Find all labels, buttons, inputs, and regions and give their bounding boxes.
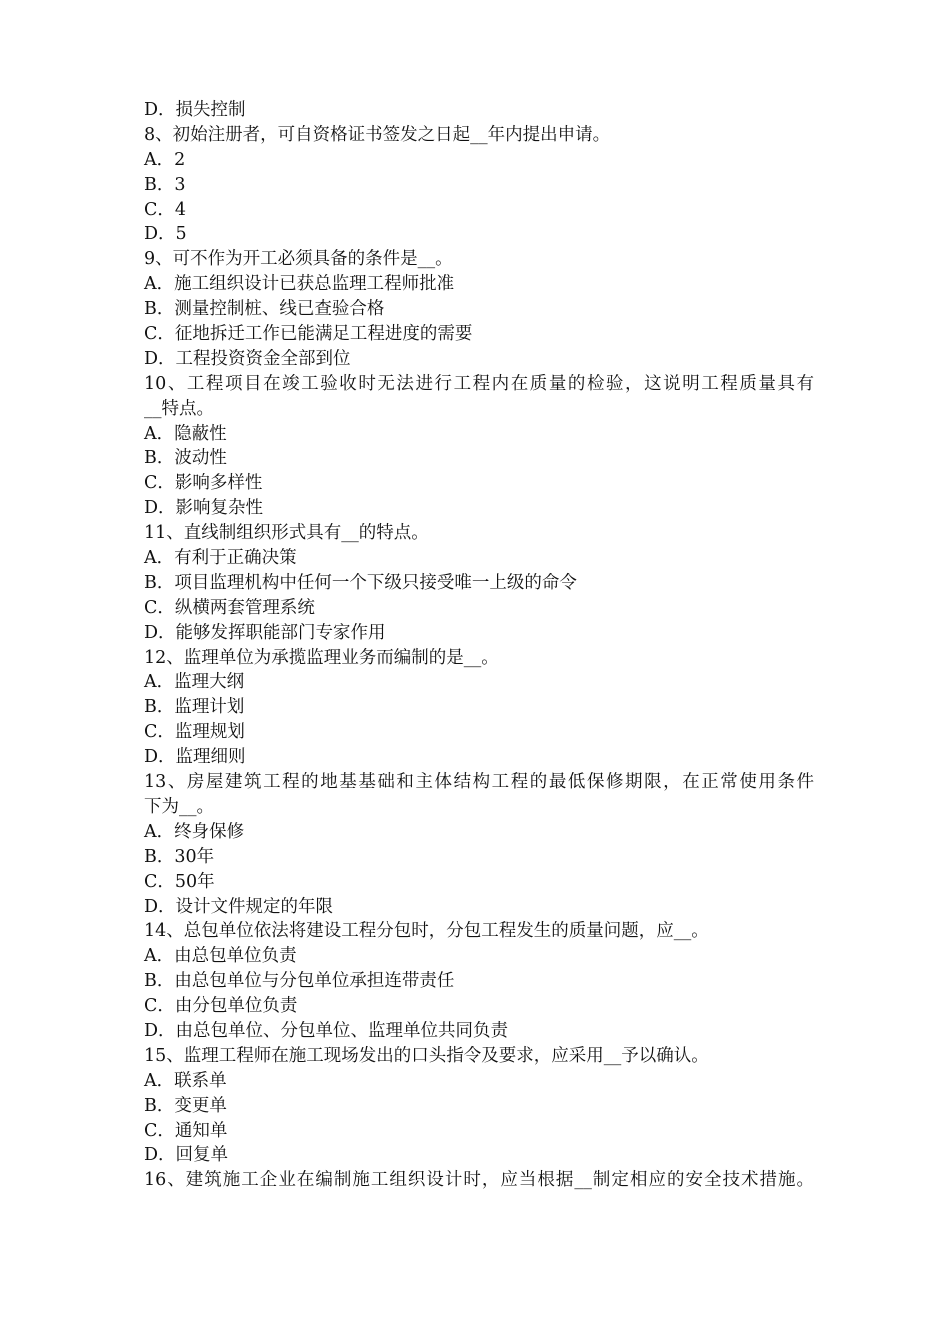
q15-option-d: D．回复单 [144, 1145, 229, 1166]
q13-option-c: C．50年 [144, 871, 215, 892]
q10-option-c: C．影响多样性 [144, 473, 263, 494]
q13-stem-line-2: 下为__。 [144, 796, 214, 817]
q9-option-a: A．施工组织设计已获总监理工程师批准 [144, 274, 455, 295]
q9-option-b: B．测量控制桩、线已查验合格 [144, 299, 385, 320]
q10-stem-line-2: __特点。 [144, 398, 214, 419]
q8-option-a: A．2 [144, 149, 186, 170]
q15-option-a: A．联系单 [144, 1070, 227, 1091]
q10-stem-line-1: 10、工程项目在竣工验收时无法进行工程内在质量的检验，这说明工程质量具有 [144, 373, 814, 394]
q8-stem: 8、初始注册者，可自资格证书签发之日起__年内提出申请。 [144, 124, 611, 145]
q13-stem-line-1: 13、房屋建筑工程的地基基础和主体结构工程的最低保修期限，在正常使用条件 [144, 772, 814, 793]
q11-option-a: A．有利于正确决策 [144, 548, 297, 569]
q8-option-b: B．3 [144, 174, 186, 195]
q10-option-d: D．影响复杂性 [144, 498, 264, 519]
q15-option-b: B．变更单 [144, 1095, 227, 1116]
q14-option-d: D．由总包单位、分包单位、监理单位共同负责 [144, 1020, 509, 1041]
q16-stem: 16、建筑施工企业在编制施工组织设计时，应当根据__制定相应的安全技术措施。 [144, 1170, 814, 1191]
q11-option-b: B．项目监理机构中任何一个下级只接受唯一上级的命令 [144, 572, 577, 593]
q13-option-d: D．设计文件规定的年限 [144, 896, 334, 917]
q9-stem: 9、可不作为开工必须具备的条件是__。 [144, 249, 453, 270]
q14-option-c: C．由分包单位负责 [144, 996, 298, 1017]
q14-option-b: B．由总包单位与分包单位承担连带责任 [144, 971, 455, 992]
q9-option-d: D．工程投资资金全部到位 [144, 348, 351, 369]
q13-option-a: A．终身保修 [144, 821, 245, 842]
q11-option-c: C．纵横两套管理系统 [144, 597, 315, 618]
q14-stem: 14、总包单位依法将建设工程分包时，分包工程发生的质量问题，应__。 [144, 921, 709, 942]
q12-option-d: D．监理细则 [144, 747, 246, 768]
q11-stem: 11、直线制组织形式具有__的特点。 [144, 523, 429, 544]
q12-stem: 12、监理单位为承揽监理业务而编制的是__。 [144, 647, 499, 668]
q12-option-c: C．监理规划 [144, 722, 245, 743]
document-page [144, 98, 814, 1193]
q14-option-a: A．由总包单位负责 [144, 946, 297, 967]
q15-option-c: C．通知单 [144, 1120, 228, 1141]
q10-option-a: A．隐蔽性 [144, 423, 227, 444]
q13-option-b: B．30年 [144, 846, 215, 867]
q8-option-d: D．5 [144, 224, 187, 245]
q15-stem: 15、监理工程师在施工现场发出的口头指令及要求，应采用__予以确认。 [144, 1045, 709, 1066]
q12-option-a: A．监理大纲 [144, 672, 245, 693]
q7-option-d: D．损失控制 [144, 100, 246, 120]
q10-option-b: B．波动性 [144, 448, 227, 469]
q8-option-c: C．4 [144, 199, 187, 220]
q11-option-d: D．能够发挥职能部门专家作用 [144, 622, 386, 643]
q12-option-b: B．监理计划 [144, 697, 245, 718]
q9-option-c: C．征地拆迁工作已能满足工程进度的需要 [144, 324, 473, 345]
